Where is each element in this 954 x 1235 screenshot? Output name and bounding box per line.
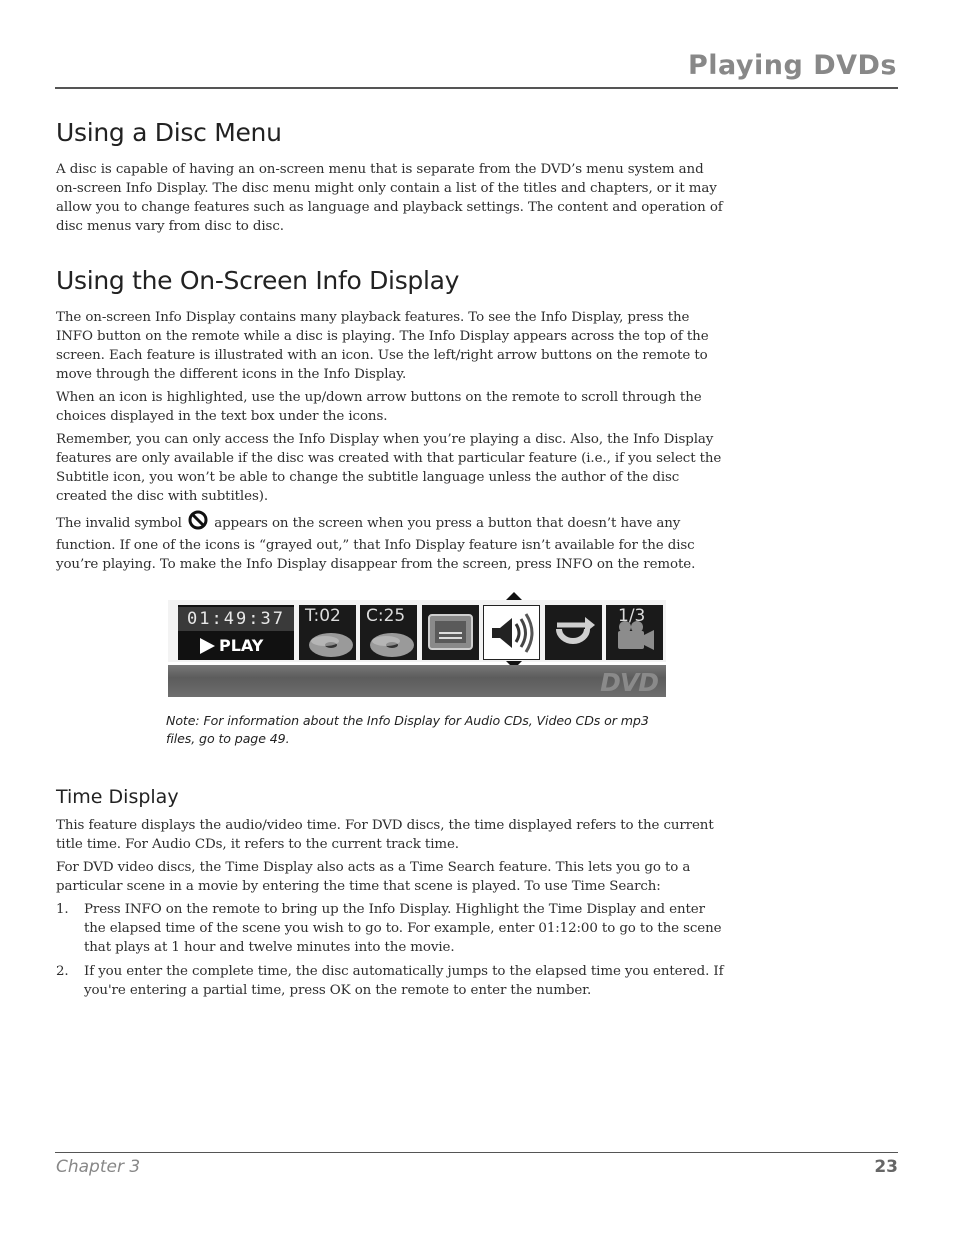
play-status-label: PLAY bbox=[219, 636, 264, 655]
elapsed-time-readout: 01:49:37 bbox=[178, 607, 294, 631]
step-text: Press INFO on the remote to bring up the Info Display. Highlight the Time Display and enter the elapsed time of the scene you wish to go to. For example, enter 01:12:00 to go to the scene that plays at 1 hour and twelve minutes into the movie. bbox=[84, 902, 722, 955]
info-display-paragraph-4 bbox=[56, 510, 728, 574]
page-content bbox=[56, 118, 728, 1005]
step-number: 2. bbox=[56, 964, 69, 979]
dvd-logo: DVD bbox=[600, 668, 658, 697]
list-item bbox=[56, 962, 728, 1000]
scroll-up-arrow-icon bbox=[506, 592, 522, 600]
step-number: 1. bbox=[56, 902, 69, 917]
angle-icon bbox=[606, 605, 663, 660]
info-display-figure bbox=[168, 600, 666, 698]
list-item bbox=[56, 900, 728, 957]
invalid-text-before: The invalid symbol bbox=[56, 516, 182, 531]
angle-number-label: 1/3 bbox=[618, 606, 646, 626]
subsection-heading-time-display: Time Display bbox=[56, 786, 179, 808]
info-display-note: Note: For information about the Info Display for Audio CDs, Video CDs or mp3 files, go to page 49. bbox=[166, 713, 649, 746]
title-number-label: T:02 bbox=[305, 606, 341, 626]
step-text: If you enter the complete time, the disc automatically jumps to the elapsed time you entered. If you're entering a partial time, press OK on the remote to enter the number. bbox=[84, 964, 724, 998]
footer-page-number: 23 bbox=[874, 1157, 898, 1177]
play-icon bbox=[200, 638, 215, 654]
subtitle-icon bbox=[422, 605, 479, 660]
section-heading-disc-menu: Using a Disc Menu bbox=[56, 118, 282, 147]
chapter-icon bbox=[360, 605, 417, 660]
title-icon bbox=[299, 605, 356, 660]
header-rule bbox=[55, 87, 898, 89]
time-search-steps bbox=[56, 900, 728, 1000]
page-header-title: Playing DVDs bbox=[687, 50, 897, 81]
time-display-paragraph-1: This feature displays the audio/video time. For DVD discs, the time displayed refers to the current title time. For Audio CDs, it refers to the current track time. bbox=[56, 818, 714, 852]
time-display-panel bbox=[178, 605, 294, 660]
repeat-icon bbox=[545, 605, 602, 660]
footer-chapter-label: Chapter 3 bbox=[56, 1157, 141, 1177]
time-display-paragraph-2: For DVD video discs, the Time Display also acts as a Time Search feature. This lets you go to a particular scene in a movie by entering the time that scene is played. To use Time Search: bbox=[56, 860, 691, 894]
section-heading-info-display: Using the On-Screen Info Display bbox=[56, 266, 460, 295]
info-display-paragraph-1: The on-screen Info Display contains many playback features. To see the Info Display, press the INFO button on the remote while a disc is playing. The Info Display appears across the top of the screen. Each feature is illustrated with an icon. Use the left/right arrow buttons on the remote to move through the different icons in the Info Display. bbox=[56, 310, 709, 382]
chapter-number-label: C:25 bbox=[366, 606, 406, 626]
invalid-symbol-icon bbox=[188, 510, 208, 536]
info-display-text-box bbox=[168, 665, 666, 697]
footer-rule bbox=[55, 1152, 898, 1153]
play-status bbox=[200, 635, 263, 657]
invalid-text-after: appears on the screen when you press a button that doesn’t have any function. If one of the icons is “grayed out,” that Info Display feature isn’t available for the disc you’re playing. To make the Info Display disappear from the screen, press INFO on the remote. bbox=[56, 516, 696, 572]
audio-icon bbox=[483, 605, 540, 660]
info-display-paragraph-2: When an icon is highlighted, use the up/down arrow buttons on the remote to scroll through the choices displayed in the text box under the icons. bbox=[56, 390, 702, 424]
disc-menu-paragraph: A disc is capable of having an on-screen menu that is separate from the DVD’s menu system and on-screen Info Display. The disc menu might only contain a list of the titles and chapters, or it may allow you to change features such as language and playback settings. The content and operation of disc menus vary from disc to disc. bbox=[56, 162, 723, 234]
info-display-paragraph-3: Remember, you can only access the Info Display when you’re playing a disc. Also, the Info Display features are only available if the disc was created with that particular feature (i.e., if you select the Subtitle icon, you won’t be able to change the subtitle language unless the author of the disc created the disc with subtitles). bbox=[56, 432, 722, 504]
